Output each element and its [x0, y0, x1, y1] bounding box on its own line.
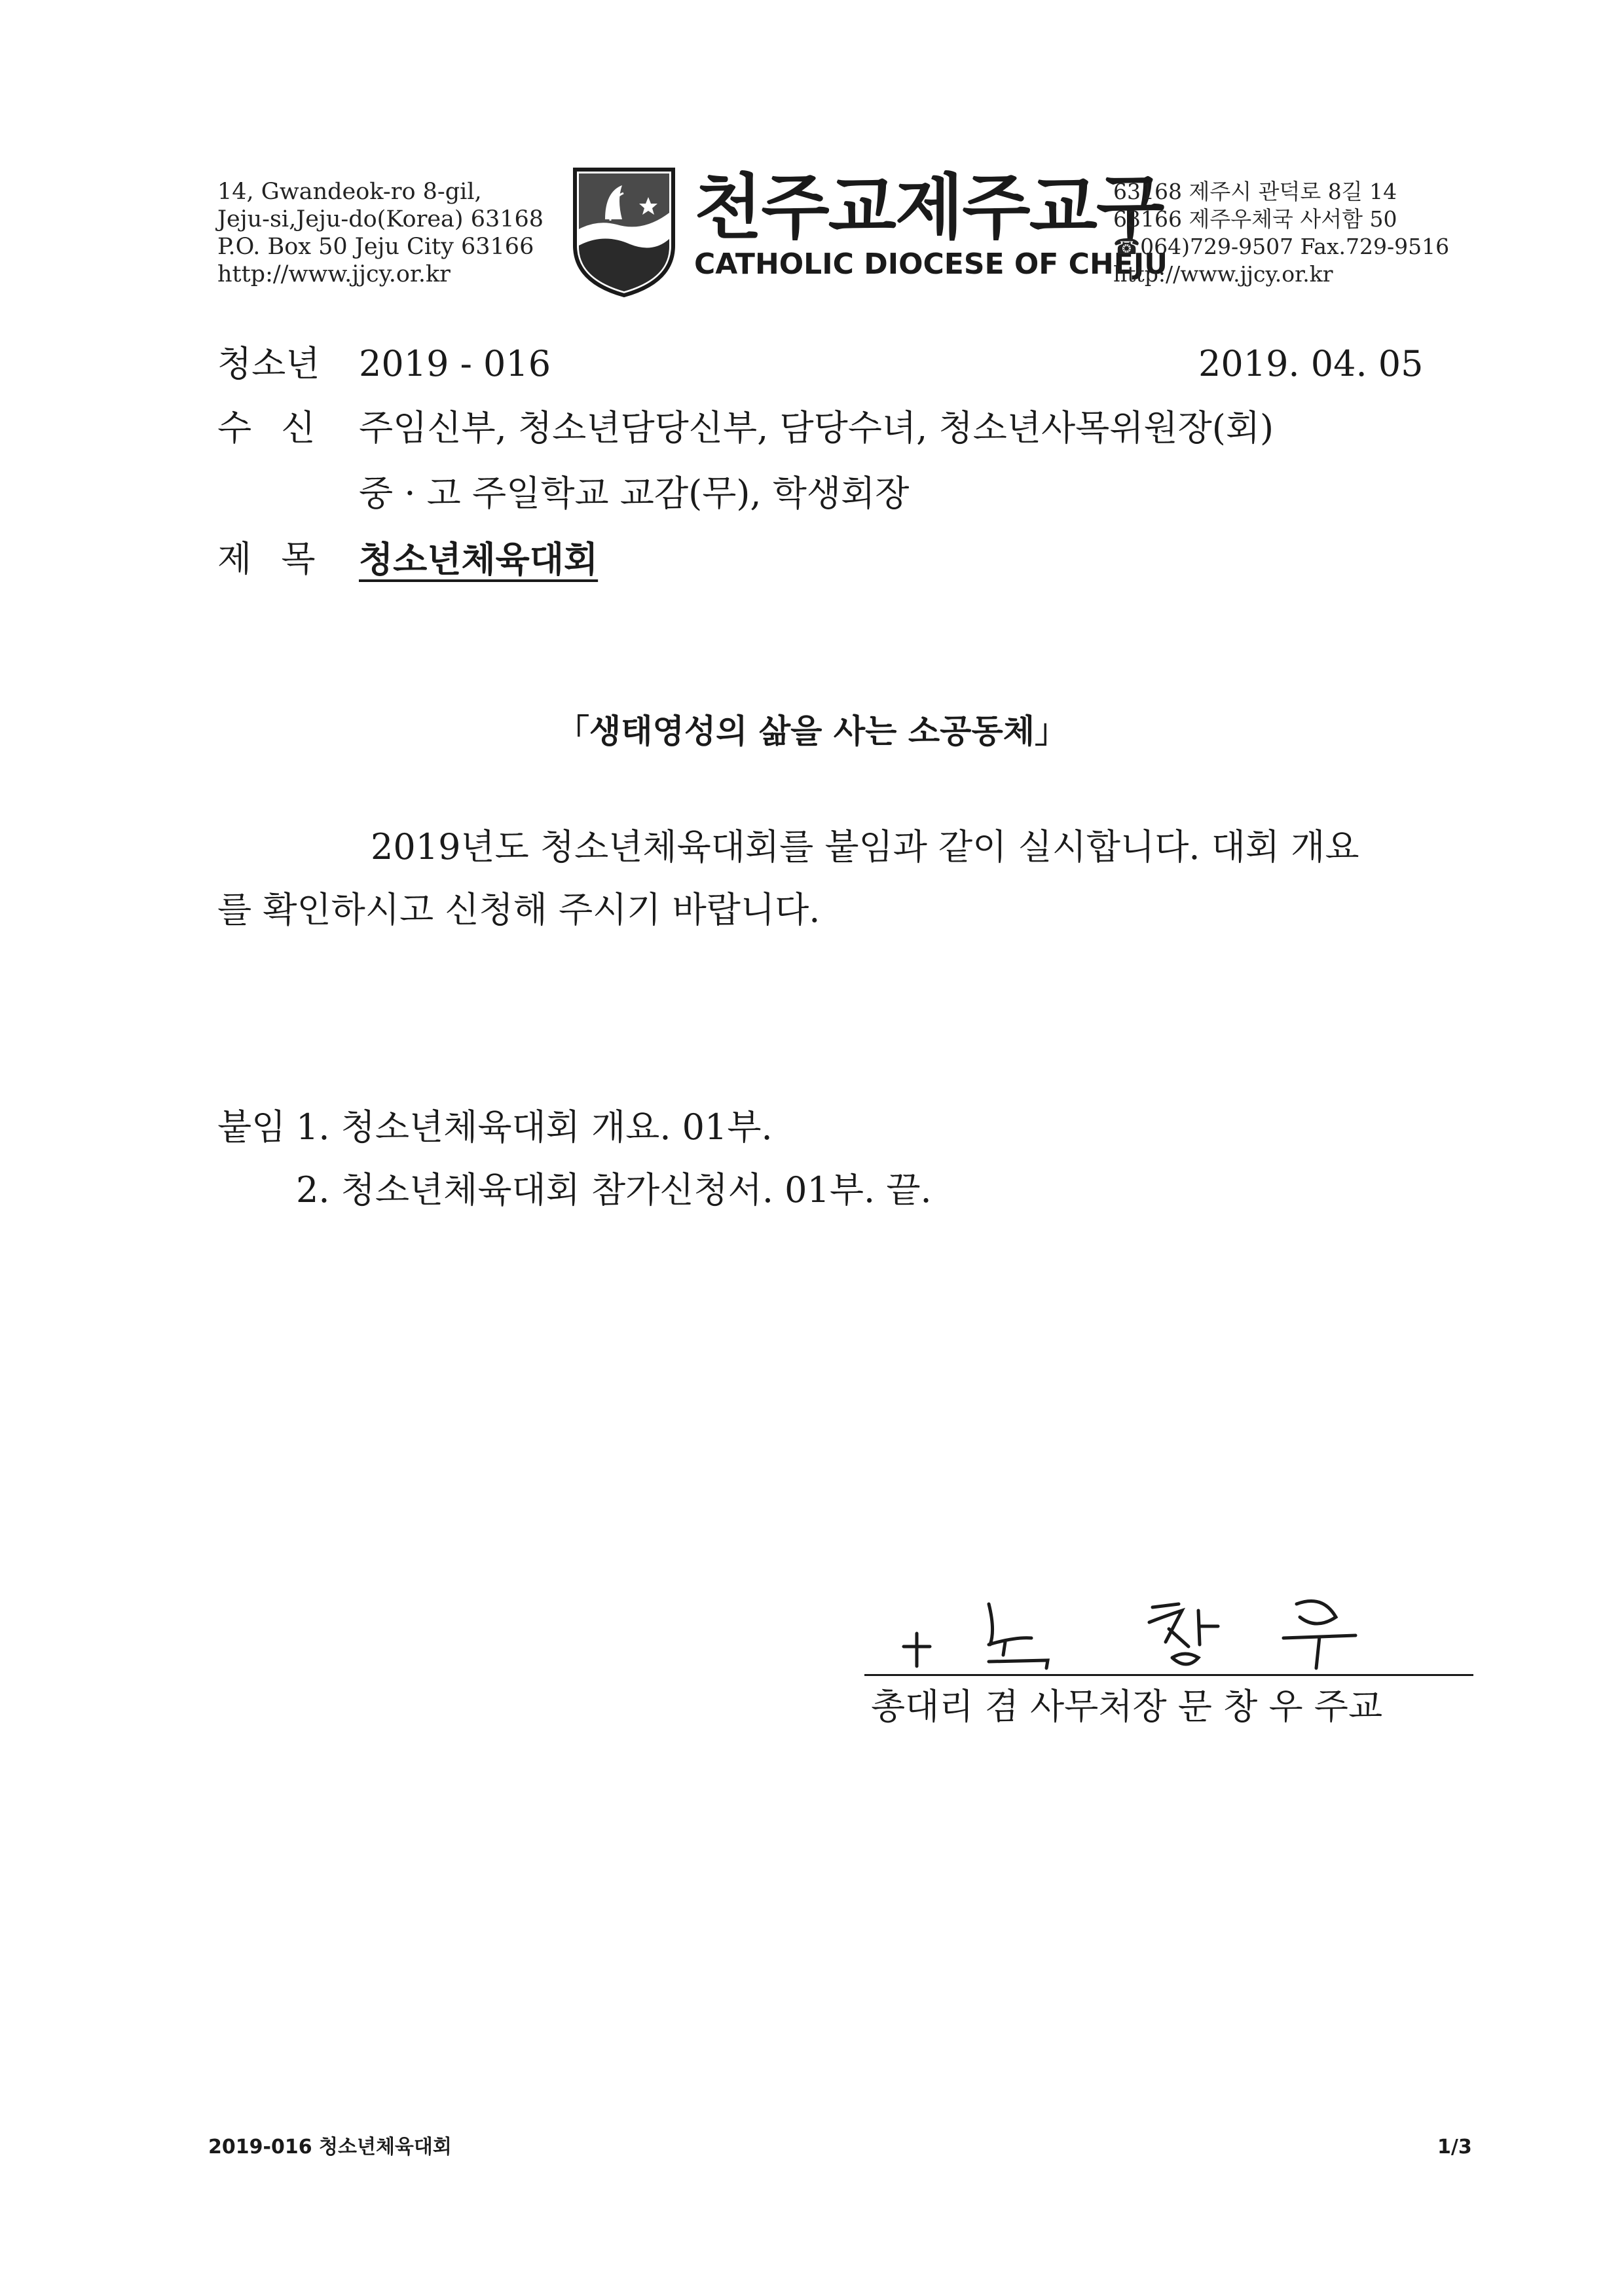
doc-number-value: 2019 - 016	[359, 343, 551, 384]
organization-name-ko: 천주교제주교구	[694, 167, 1164, 249]
address-en-line: 14, Gwandeok-ro 8-gil,	[217, 179, 482, 205]
doc-number-label: 청소년	[217, 343, 320, 384]
footer-page-number: 1/3	[1437, 2136, 1472, 2159]
signer-line: 총대리 겸 사무처장 문 창 우 주교	[871, 1686, 1383, 1727]
attachment-label: 붙임	[217, 1106, 286, 1148]
doc-date: 2019. 04. 05	[1198, 343, 1424, 384]
letterhead-address-en	[217, 178, 544, 288]
recipient-line-2: 중 · 고 주일학교 교감(무), 학생회장	[359, 473, 910, 514]
address-en-line: Jeju-si,Jeju-do(Korea) 63168	[217, 206, 544, 232]
subject-value: 청소년체육대회	[359, 538, 599, 580]
address-en-line: http://www.jjcy.or.kr	[217, 261, 451, 287]
body-line-1: 2019년도 청소년체육대회를 붙임과 같이 실시합니다. 대회 개요	[371, 826, 1359, 867]
address-ko-line: 63168 제주시 관덕로 8길 14	[1113, 179, 1397, 204]
handwritten-signature	[891, 1584, 1362, 1676]
slogan: 「생태영성의 삶을 사는 소공동체」	[556, 712, 1068, 750]
letterhead-address-ko	[1113, 178, 1449, 288]
signature-rule	[864, 1674, 1473, 1676]
recipient-line-1: 주임신부, 청소년담당신부, 담당수녀, 청소년사목위원장(회)	[359, 407, 1274, 448]
recipient-label: 수 신	[217, 407, 325, 448]
address-ko-line: http://www.jjcy.or.kr	[1113, 261, 1333, 287]
organization-name-en: CATHOLIC DIOCESE OF CHEJU	[694, 247, 1168, 281]
address-ko-line: 63166 제주우체국 사서함 50	[1113, 206, 1397, 232]
subject-label: 제 목	[217, 538, 325, 579]
diocese-logo-icon	[571, 167, 677, 298]
attachment-item: 1. 청소년체육대회 개요. 01부.	[296, 1106, 773, 1148]
footer-doc-ref: 2019-016 청소년체육대회	[208, 2136, 452, 2159]
attachment-item: 2. 청소년체육대회 참가신청서. 01부. 끝.	[296, 1169, 932, 1211]
address-ko-line: ☎064)729-9507 Fax.729-9516	[1113, 234, 1450, 259]
body-line-2: 를 확인하시고 신청해 주시기 바랍니다.	[217, 889, 821, 930]
address-en-line: P.O. Box 50 Jeju City 63166	[217, 234, 534, 260]
